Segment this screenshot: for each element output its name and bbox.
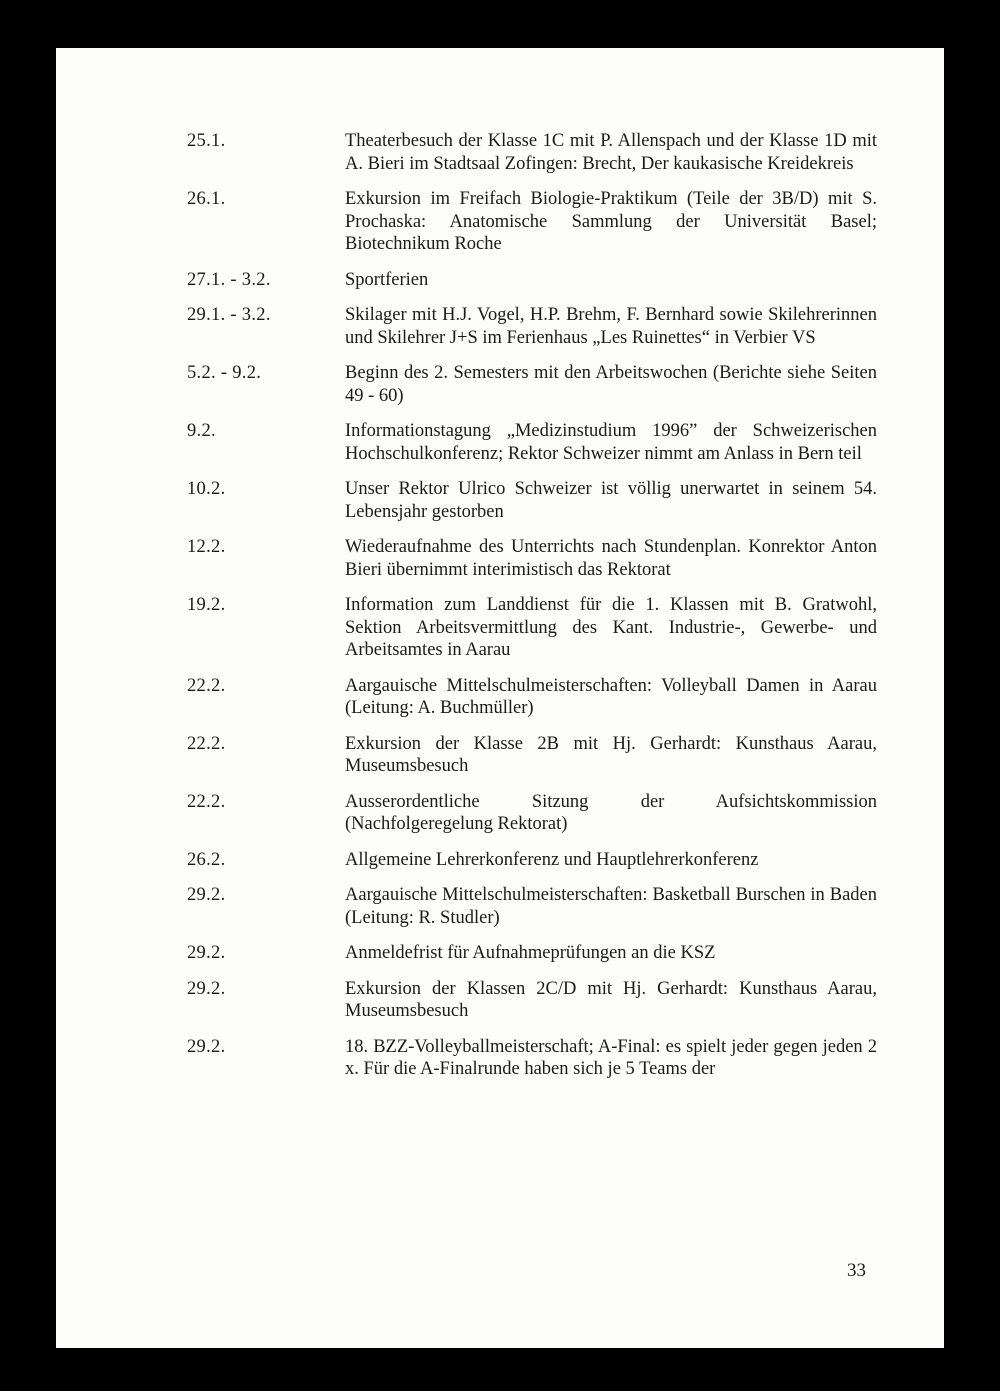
entry-text: Skilager mit H.J. Vogel, H.P. Brehm, F. Bernhard sowie Skilehrerinnen und Skilehrer J+S im Ferienhaus „Les Ruinettes“ in Verbier VS <box>345 305 877 348</box>
entry-text: Aargauische Mittelschulmeisterschaften: Basketball Burschen in Baden (Leitung: R. Studler) <box>345 885 877 928</box>
chronicle-entry <box>187 733 877 778</box>
entry-text: Sportferien <box>345 269 429 290</box>
entry-text: Exkursion der Klasse 2B mit Hj. Gerhardt: Kunsthaus Aarau, Museumsbesuch <box>345 733 877 776</box>
chronicle-entry <box>187 130 877 175</box>
chronicle-entry <box>187 362 877 407</box>
page-number: 33 <box>847 1260 866 1281</box>
chronicle-entry <box>187 675 877 720</box>
chronicle-entry <box>187 478 877 523</box>
entry-date: 22.2. <box>187 791 226 812</box>
entry-date: 22.2. <box>187 675 226 696</box>
entry-text: Exkursion der Klassen 2C/D mit Hj. Gerhardt: Kunsthaus Aarau, Museumsbesuch <box>345 978 877 1021</box>
entry-text: Allgemeine Lehrerkonferenz und Hauptlehrerkonferenz <box>345 849 759 870</box>
chronicle-entry <box>187 304 877 349</box>
entry-text: Beginn des 2. Semesters mit den Arbeitswochen (Berichte siehe Seiten 49 - 60) <box>345 363 877 406</box>
chronicle-entry <box>187 188 877 256</box>
entry-date: 27.1. - 3.2. <box>187 269 271 290</box>
entry-date: 19.2. <box>187 595 226 615</box>
chronicle-entry <box>187 884 877 929</box>
entry-text: Unser Rektor Ulrico Schweizer ist völlig unerwartet in seinem 54. Lebensjahr gestorben <box>345 479 877 522</box>
entry-date: 5.2. - 9.2. <box>187 363 262 383</box>
entry-text: Exkursion im Freifach Biologie-Praktikum (Teile der 3B/D) mit S. Prochaska: Anatomische Sammlung der Universität Basel; Biotechnikum Roche <box>345 189 877 254</box>
entry-date: 29.2. <box>187 1036 226 1057</box>
chronicle-entry <box>187 942 877 965</box>
entry-date: 26.2. <box>187 849 226 870</box>
chronicle-entries <box>187 130 877 1094</box>
chronicle-entry <box>187 269 877 292</box>
chronicle-entry <box>187 791 877 836</box>
entry-date: 29.2. <box>187 943 226 963</box>
entry-date: 26.1. <box>187 189 226 209</box>
entry-date: 9.2. <box>187 421 216 441</box>
entry-date: 22.2. <box>187 733 226 754</box>
entry-date: 29.2. <box>187 885 226 905</box>
entry-text: Anmeldefrist für Aufnahmeprüfungen an die KSZ <box>345 943 716 963</box>
entry-text: Ausserordentliche Sitzung der Aufsichtskommission (Nachfolgeregelung Rektorat) <box>345 791 877 834</box>
entry-text: Theaterbesuch der Klasse 1C mit P. Allenspach und der Klasse 1D mit A. Bieri im Stadtsaal Zofingen: Brecht, Der kaukasische Kreidekreis <box>345 131 877 174</box>
entry-text: Aargauische Mittelschulmeisterschaften: Volleyball Damen in Aarau (Leitung: A. Buchmüller) <box>345 675 877 718</box>
entry-text: Information zum Landdienst für die 1. Klassen mit B. Gratwohl, Sektion Arbeitsvermittlung des Kant. Industrie-, Gewerbe- und Arbeitsamtes in Aarau <box>345 595 877 660</box>
entry-date: 12.2. <box>187 537 226 557</box>
entry-date: 10.2. <box>187 479 226 499</box>
chronicle-entry <box>187 536 877 581</box>
entry-date: 29.2. <box>187 978 226 999</box>
entry-text: Wiederaufnahme des Unterrichts nach Stundenplan. Konrektor Anton Bieri übernimmt interimistisch das Rektorat <box>345 537 877 580</box>
document-page <box>56 48 944 1348</box>
entry-date: 29.1. - 3.2. <box>187 305 271 325</box>
chronicle-entry <box>187 849 877 872</box>
chronicle-entry <box>187 594 877 662</box>
entry-date: 25.1. <box>187 131 226 151</box>
chronicle-entry <box>187 420 877 465</box>
chronicle-entry <box>187 978 877 1023</box>
entry-text: 18. BZZ-Volleyballmeisterschaft; A-Final: es spielt jeder gegen jeden 2 x. Für die A-Finalrunde haben sich je 5 Teams der <box>345 1036 877 1079</box>
chronicle-entry <box>187 1036 877 1081</box>
entry-text: Informationstagung „Medizinstudium 1996” der Schweizerischen Hochschulkonferenz; Rektor Schweizer nimmt am Anlass in Bern teil <box>345 421 877 464</box>
